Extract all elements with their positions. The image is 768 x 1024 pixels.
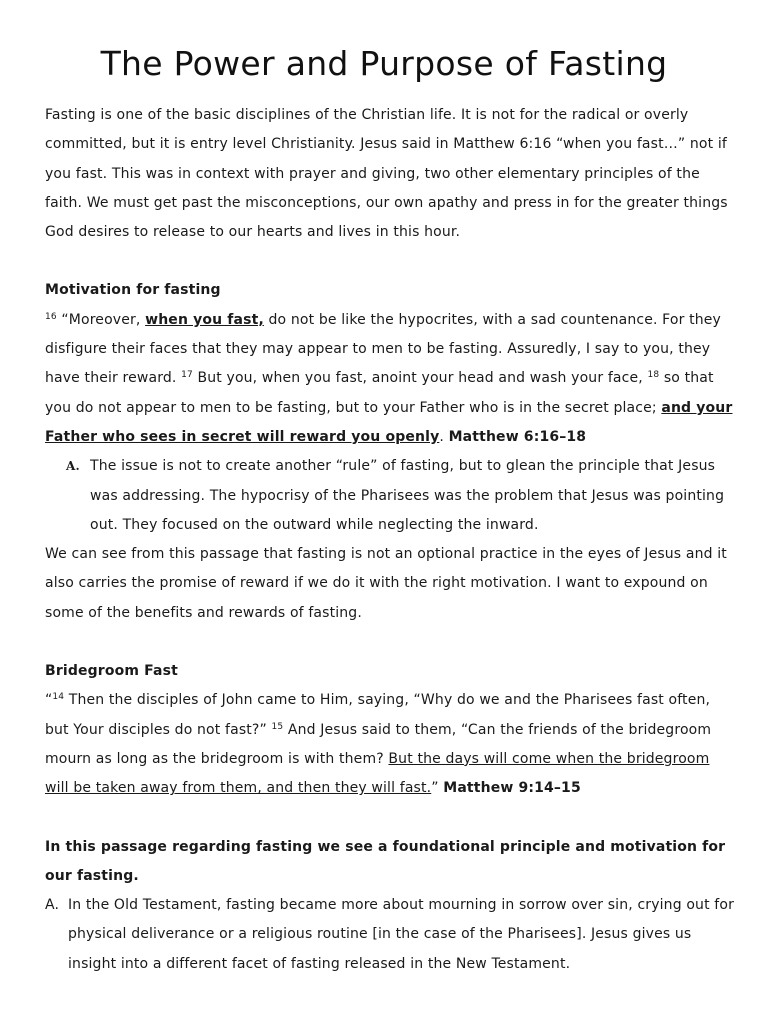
motivation-heading: Motivation for fasting [45, 282, 221, 299]
list-marker: A. [66, 459, 80, 474]
principle-point-a [45, 891, 735, 979]
motivation-conclusion: We can see from this passage that fasting is not an optional practice in the eyes of Jesus and it also carries the promise of reward if we do it with the right motivation. I want to expound on some of the benefits and rewards of fasting. [45, 546, 727, 621]
scripture-reference: Matthew 6:16–18 [448, 428, 587, 445]
scripture-text: But you, when you fast, anoint your head and wash your face, [192, 370, 648, 387]
verse-number: 15 [271, 721, 284, 732]
bridegroom-heading: Bridegroom Fast [45, 663, 178, 680]
list-item-text: The issue is not to create another “rule” of fasting, but to glean the principle that Jesus was addressing. The hypocrisy of the Pharisees was the problem that Jesus was pointing out. They focused on the outward while neglecting the inward. [90, 458, 725, 533]
verse-number: 14 [52, 692, 65, 703]
spacer [45, 247, 735, 276]
scripture-reference: Matthew 9:14–15 [443, 780, 581, 797]
document-body [45, 101, 735, 979]
quote-mark: “ [45, 692, 53, 709]
list-marker: A. [45, 897, 60, 914]
scripture-text: And Jesus said to them, “Can the friends of the bridegroom mourn as long as the bridegroom is with them? [45, 721, 712, 767]
verse-number: 17 [181, 370, 193, 381]
underlined-text: But the days will come when the bridegroom will be taken away from them, and then they will fast. [45, 750, 710, 797]
scripture-text: do not be like the hypocrites, with a sad countenance. For they disfigure their faces that they may appear to men to be fasting. Assuredly, I say to you, they have their reward. [45, 311, 721, 387]
spacer [45, 804, 735, 833]
verse-number: 16 [45, 311, 57, 322]
scripture-text: so that you do not appear to men to be fasting, but to your Father who is in the secret place; [45, 370, 714, 416]
list-item-text: In the Old Testament, fasting became more about mourning in sorrow over sin, crying out for physical deliverance or a religious routine [in the case of the Pharisees]. Jesus gives us insight into a different facet of fasting released in the New Testament. [68, 897, 735, 972]
bridegroom-scripture [45, 686, 735, 803]
scripture-text: “Moreover, [56, 311, 146, 328]
document-title: The Power and Purpose of Fasting [100, 44, 668, 83]
intro-paragraph: Fasting is one of the basic disciplines of the Christian life. It is not for the radical or overly committed, but it is entry level Christianity. Jesus said in Matthew 6:16 “when you fast…” not if you fast. This was in context with prayer and giving, two other elementary principles of the faith. We must get past the misconceptions, our own apathy and press in for the greater things God desires to release to our hearts and lives in this hour. [45, 107, 728, 241]
scripture-text: . [439, 428, 449, 445]
scripture-text: Then the disciples of John came to Him, saying, “Why do we and the Pharisees fast often, but Your disciples do not fast?” [45, 692, 711, 738]
emphasis-text: when you fast, [145, 311, 264, 328]
scripture-text: ” [431, 780, 444, 797]
motivation-point-a [45, 452, 735, 540]
verse-number: 18 [647, 370, 660, 381]
spacer [45, 628, 735, 657]
emphasis-text: and your Father who sees in secret will reward you openly [45, 399, 733, 445]
motivation-scripture [45, 306, 735, 452]
principle-heading: In this passage regarding fasting we see a foundational principle and motivation for our fasting. [45, 838, 726, 884]
